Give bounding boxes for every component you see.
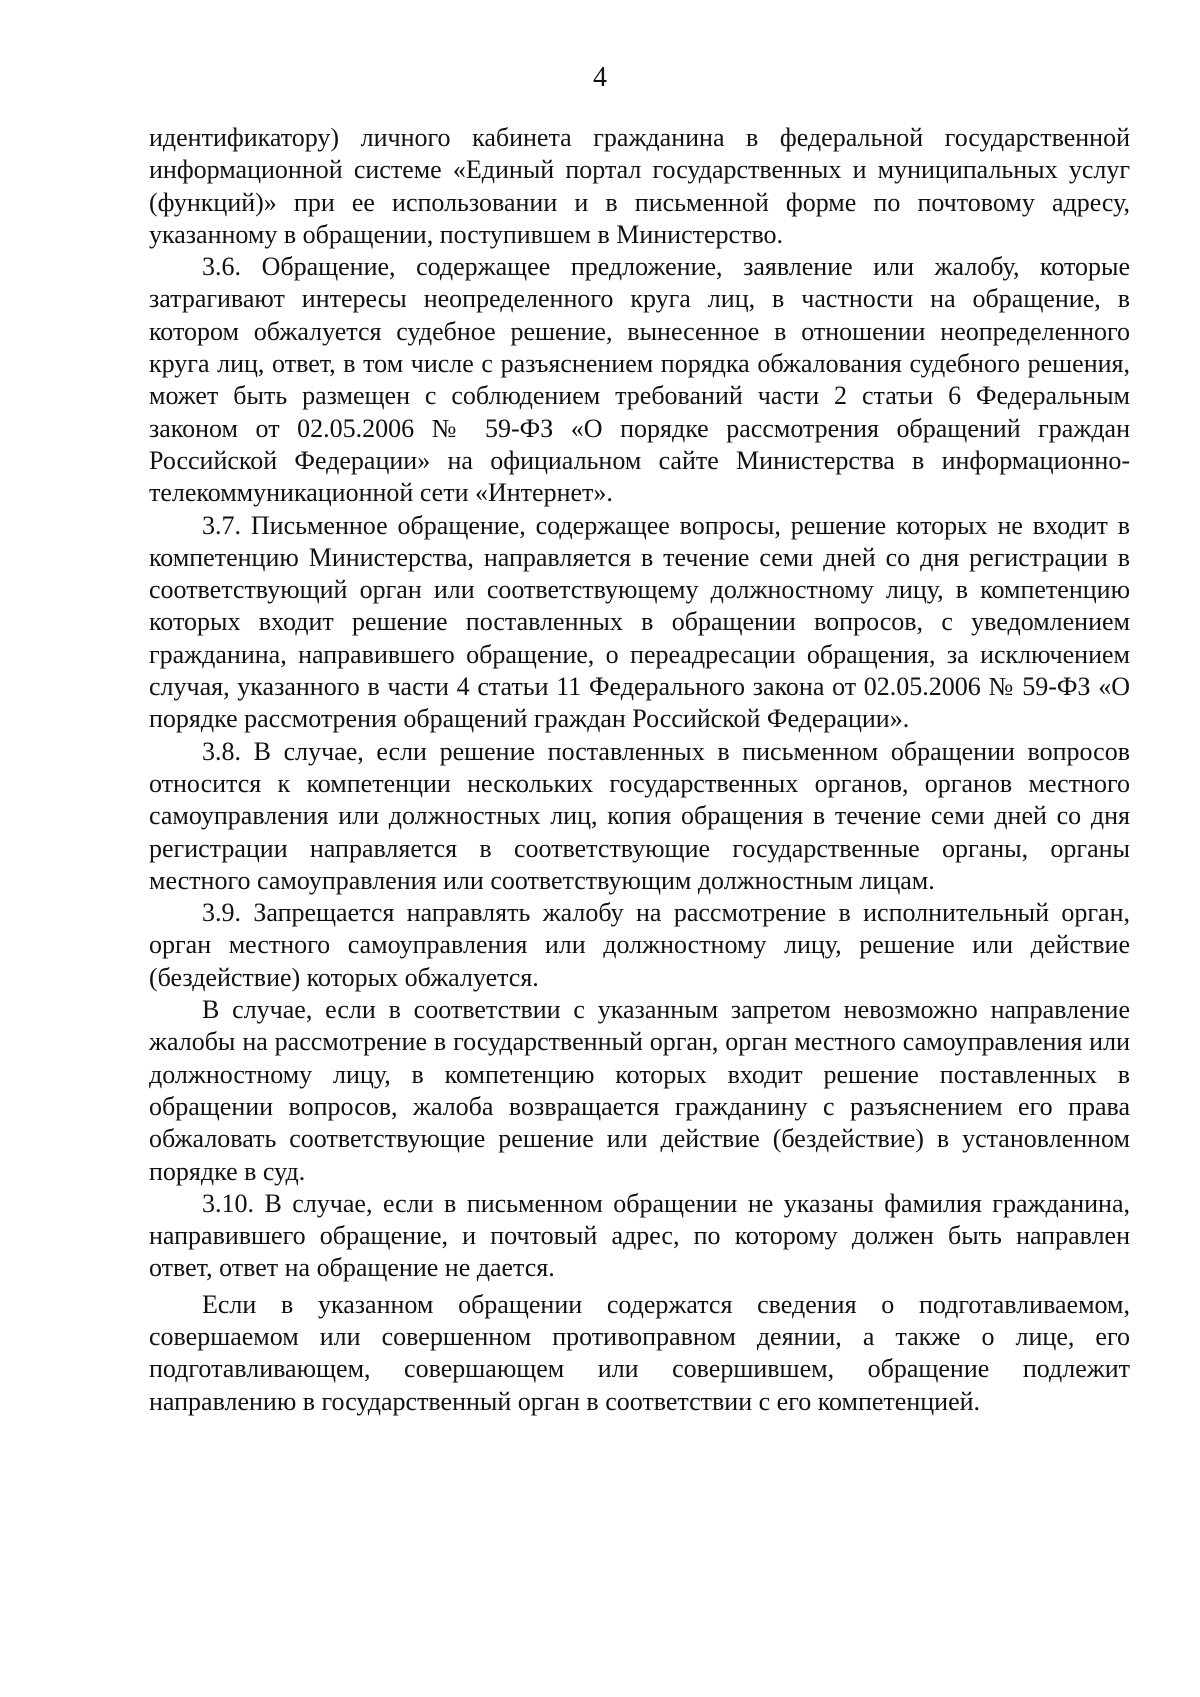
document-body [149, 122, 1130, 1418]
paragraph-3-9: 3.9. Запрещается направлять жалобу на рассмотрение в исполнительный орган, орган местного самоуправления или должностному лицу, решение или действие (бездействие) которых обжалуется. [149, 898, 1130, 992]
page-number: 4 [593, 62, 607, 93]
paragraph-3-6: 3.6. Обращение, содержащее предложение, заявление или жалобу, которые затрагивают интересы неопределенного круга лиц, в частности на обращение, в котором обжалуется судебное решение, вынесенное в отношении неопределенного круга лиц, ответ, в том числе с разъяснением порядка обжалования судебного решения, может быть размещен с соблюдением требований части 2 статьи 6 Федеральным законом от 02.05.2006 № 59-ФЗ «О порядке рассмотрения обращений граждан Российской Федерации» на официальном сайте Министерства в информационно-телекоммуникационной сети «Интернет». [149, 252, 1130, 508]
paragraph-continuation: идентификатору) личного кабинета гражданина в федеральной государственной информационной системе «Единый портал государственных и муниципальных услуг (функций)» при ее использовании и в письменной форме по почтовому адресу, указанному в обращении, поступившем в Министерство. [149, 123, 1130, 249]
paragraph-3-9-continuation: В случае, если в соответствии с указанным запретом невозможно направление жалобы на рассмотрение в государственный орган, орган местного самоуправления или должностному лицу, в компетенцию которых входит решение поставленных в обращении вопросов, жалоба возвращается гражданину с разъяснением его права обжаловать соответствующие решение или действие (бездействие) в установленном порядке в суд. [149, 995, 1130, 1186]
paragraph-3-8: 3.8. В случае, если решение поставленных в письменном обращении вопросов относится к компетенции нескольких государственных органов, органов местного самоуправления или должностных лиц, копия обращения в течение семи дней со дня регистрации направляется в соответствующие государственные органы, органы местного самоуправления или соответствующим должностным лицам. [149, 736, 1130, 895]
paragraph-3-7: 3.7. Письменное обращение, содержащее вопросы, решение которых не входит в компетенцию Министерства, направляется в течение семи дней со дня регистрации в соответствующий орган или соответствующему должностному лицу, в компетенцию которых входит решение поставленных в обращении вопросов, с уведомлением гражданина, направившего обращение, о переадресации обращения, за исключением случая, указанного в части 4 статьи 11 Федерального закона от 02.05.2006 № 59-ФЗ «О порядке рассмотрения обращений граждан Российской Федерации». [149, 510, 1130, 734]
paragraph-3-10: 3.10. В случае, если в письменном обращении не указаны фамилия гражданина, направившего обращение, и почтовый адрес, по которому должен быть направлен ответ, ответ на обращение не дается. [149, 1188, 1130, 1283]
paragraph-3-10-continuation: Если в указанном обращении содержатся сведения о подготавливаемом, совершаемом или совершенном противоправном деянии, а также о лице, его подготавливающем, совершающем или совершившем, обращение подлежит направлению в государственный орган в соответствии с его компетенцией. [149, 1289, 1130, 1416]
